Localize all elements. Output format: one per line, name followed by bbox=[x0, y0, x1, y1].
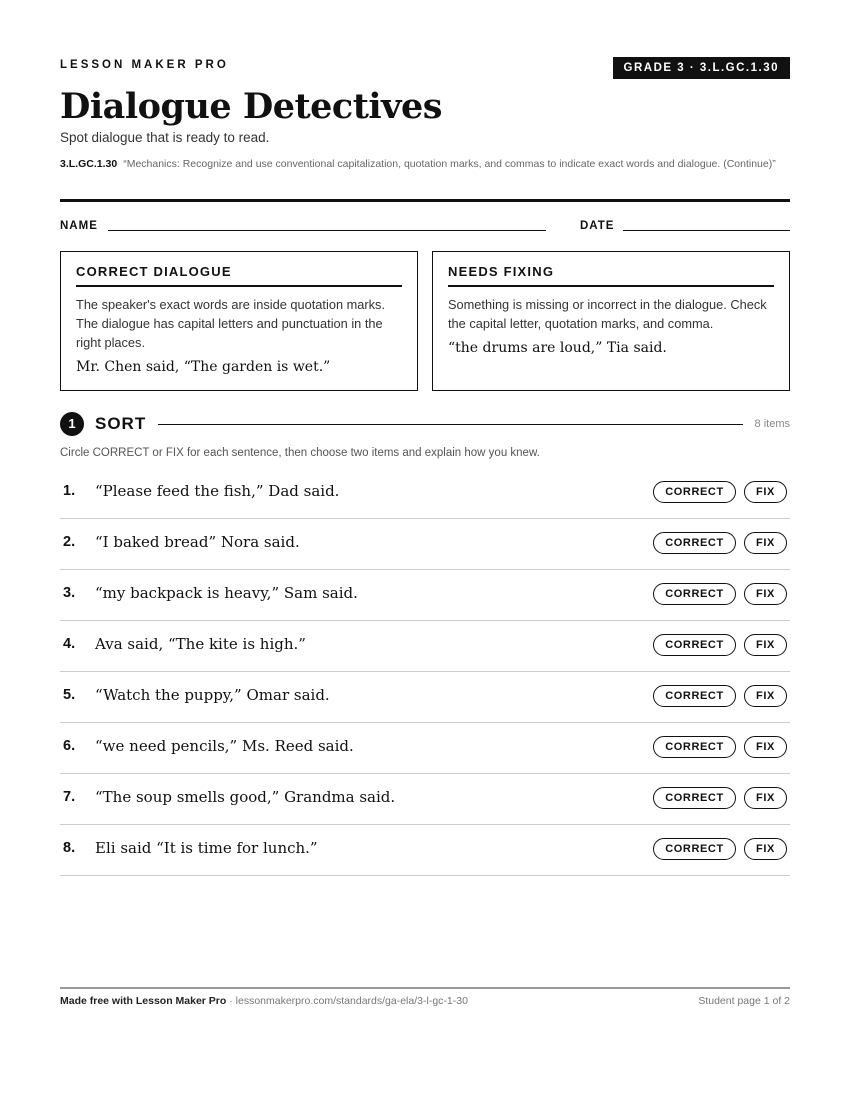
correct-dialogue-example: Mr. Chen said, “The garden is wet.” bbox=[76, 359, 331, 375]
date-field[interactable] bbox=[623, 230, 790, 231]
correct-choice[interactable]: CORRECT bbox=[653, 634, 736, 656]
worksheet-title: Dialogue Detectives bbox=[60, 86, 442, 127]
correct-dialogue-box bbox=[60, 251, 418, 391]
item-number: 6. bbox=[63, 738, 76, 754]
name-label: NAME bbox=[60, 220, 98, 232]
item-number: 3. bbox=[63, 585, 76, 601]
correct-choice[interactable]: CORRECT bbox=[653, 685, 736, 707]
fix-choice[interactable]: FIX bbox=[744, 787, 787, 809]
item-sentence: “Watch the puppy,” Omar said. bbox=[95, 686, 330, 704]
fix-choice[interactable]: FIX bbox=[744, 532, 787, 554]
item-sentence: Ava said, “The kite is high.” bbox=[95, 635, 306, 653]
section-instructions: Circle CORRECT or FIX for each sentence, then choose two items and explain how you knew. bbox=[60, 447, 540, 459]
list-item bbox=[60, 774, 790, 825]
needs-fixing-description: Something is missing or incorrect in the dialogue. Check the capital letter, quotation marks, and comma. bbox=[448, 297, 767, 331]
section-divider bbox=[158, 424, 743, 425]
item-sentence: “The soup smells good,” Grandma said. bbox=[95, 788, 396, 806]
list-item bbox=[60, 723, 790, 774]
header-divider bbox=[60, 199, 790, 202]
correct-dialogue-title: CORRECT DIALOGUE bbox=[76, 264, 402, 287]
item-count: 8 items bbox=[754, 418, 790, 430]
needs-fixing-example: “the drums are loud,” Tia said. bbox=[448, 340, 667, 356]
sort-section-header bbox=[60, 412, 790, 436]
list-item bbox=[60, 825, 790, 876]
name-field[interactable] bbox=[108, 230, 546, 231]
header-bar bbox=[60, 57, 790, 79]
correct-choice[interactable]: CORRECT bbox=[653, 838, 736, 860]
fix-choice[interactable]: FIX bbox=[744, 838, 787, 860]
correct-choice[interactable]: CORRECT bbox=[653, 787, 736, 809]
item-sentence: “we need pencils,” Ms. Reed said. bbox=[95, 737, 354, 755]
list-item bbox=[60, 570, 790, 621]
grade-badge: GRADE 3 · 3.L.GC.1.30 bbox=[613, 57, 790, 79]
correct-choice[interactable]: CORRECT bbox=[653, 532, 736, 554]
list-item bbox=[60, 621, 790, 672]
standard-code: 3.L.GC.1.30 bbox=[60, 158, 118, 170]
standard-description bbox=[60, 156, 790, 172]
worksheet-subtitle: Spot dialogue that is ready to read. bbox=[60, 130, 270, 145]
date-label: DATE bbox=[580, 220, 615, 232]
fix-choice[interactable]: FIX bbox=[744, 736, 787, 758]
page-indicator: Student page 1 of 2 bbox=[698, 995, 790, 1007]
list-item bbox=[60, 672, 790, 723]
item-number: 5. bbox=[63, 687, 76, 703]
list-item bbox=[60, 519, 790, 570]
standard-text: “Mechanics: Recognize and use conventional capitalization, quotation marks, and commas to indicate exact words and dialogue. (Continue)” bbox=[123, 158, 776, 170]
item-sentence: “my backpack is heavy,” Sam said. bbox=[95, 584, 358, 602]
footer-url: · lessonmakerpro.com/standards/ga-ela/3-l-gc-1-30 bbox=[226, 995, 468, 1007]
section-number-badge: 1 bbox=[60, 412, 84, 436]
correct-dialogue-description: The speaker's exact words are inside quotation marks. The dialogue has capital letters and punctuation in the right places. bbox=[76, 297, 386, 350]
item-number: 8. bbox=[63, 840, 76, 856]
needs-fixing-title: NEEDS FIXING bbox=[448, 264, 774, 287]
sort-items-list bbox=[60, 468, 790, 876]
footer-credit: Made free with Lesson Maker Pro bbox=[60, 995, 227, 1007]
correct-choice[interactable]: CORRECT bbox=[653, 583, 736, 605]
fix-choice[interactable]: FIX bbox=[744, 685, 787, 707]
item-number: 7. bbox=[63, 789, 76, 805]
needs-fixing-box bbox=[432, 251, 790, 391]
footer-divider bbox=[60, 987, 790, 989]
item-sentence: “I baked bread” Nora said. bbox=[95, 533, 300, 551]
item-number: 1. bbox=[63, 483, 76, 499]
fix-choice[interactable]: FIX bbox=[744, 634, 787, 656]
fix-choice[interactable]: FIX bbox=[744, 481, 787, 503]
list-item bbox=[60, 468, 790, 519]
correct-choice[interactable]: CORRECT bbox=[653, 736, 736, 758]
page-footer bbox=[60, 995, 790, 1007]
fix-choice[interactable]: FIX bbox=[744, 583, 787, 605]
correct-choice[interactable]: CORRECT bbox=[653, 481, 736, 503]
item-number: 2. bbox=[63, 534, 76, 550]
item-sentence: Eli said “It is time for lunch.” bbox=[95, 839, 318, 857]
brand-name: LESSON MAKER PRO bbox=[60, 59, 229, 71]
item-sentence: “Please feed the fish,” Dad said. bbox=[95, 482, 340, 500]
section-title: SORT bbox=[95, 414, 147, 433]
item-number: 4. bbox=[63, 636, 76, 652]
name-date-row bbox=[60, 218, 790, 234]
